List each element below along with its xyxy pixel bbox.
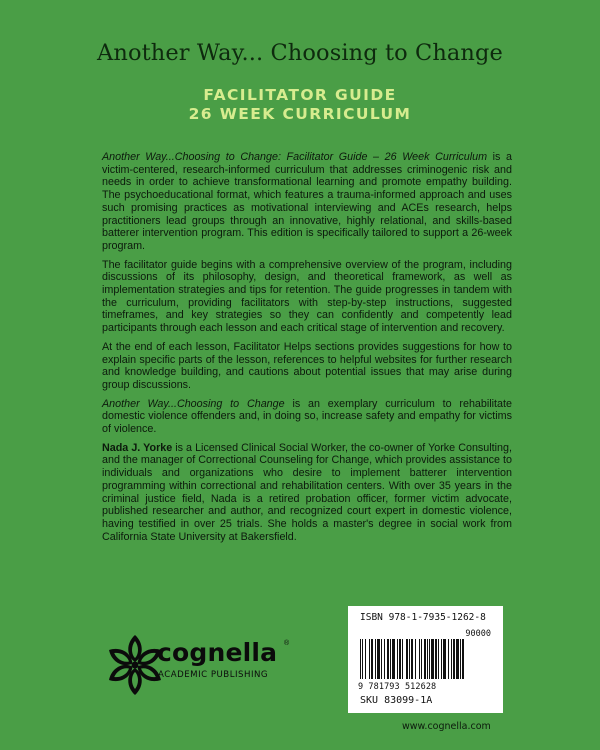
ean-digits: 9 781793 512628 xyxy=(358,682,437,692)
subtitle-line-1: FACILITATOR GUIDE xyxy=(203,86,397,104)
description-paragraph-1: Another Way...Choosing to Change: Facilitator Guide – 26 Week Curriculum is a victim-centered, research-informed curriculum that addresses criminogenic risk and needs in order to achieve transformational learning and promote empathy building. The psychoeducational format, which features a trauma-informed approach and uses such promising practices as motivational interviewing and ACEs research, helps practitioners lead groups through an innovative, highly relational, and skills-based batterer intervention program. This edition is specifically tailored to support a 26-week program. xyxy=(102,151,512,252)
publisher-name: cognella xyxy=(157,638,278,667)
description-text xyxy=(102,151,512,543)
book-title: Another Way... Choosing to Change xyxy=(97,40,503,66)
publisher-tagline: ACADEMIC PUBLISHING xyxy=(158,670,269,680)
barcode-icon xyxy=(360,639,491,679)
description-paragraph-2: The facilitator guide begins with a comprehensive overview of the program, including discussions of its philosophy, design, and theoretical framework, as well as implementation strategies and tips for retention. The guide progresses in tandem with the curriculum, providing facilitators with step-by-step instructions, suggested timeframes, and key strategies so they can confidently and competently lead participants through each lesson and each critical stage of intervention and recovery. xyxy=(102,258,512,335)
isbn-barcode-panel xyxy=(348,606,503,713)
isbn-number: ISBN 978-1-7935-1262-8 xyxy=(360,612,486,623)
description-paragraph-3: At the end of each lesson, Facilitator Helps sections provides suggestions for how to explain specific parts of the lesson, references to helpful websites for further research and knowledge building, and cautions about potential issues that may arise during group discussions. xyxy=(102,340,512,391)
author-bio: Nada J. Yorke is a Licensed Clinical Social Worker, the co-owner of Yorke Consulting, and the manager of Correctional Counseling for Change, which provides assistance to individuals and organizations who desire to implement batterer intervention programming within correctional and rehabilitation centers. With over 35 years in the criminal justice field, Nada is a retired probation officer, former victim advocate, published researcher and author, and recognized court expert in domestic violence, having testified in over 25 trials. She holds a master's degree in social work from California State University at Bakersfield. xyxy=(102,441,512,543)
sku-number: SKU 83099-1A xyxy=(360,695,433,706)
book-title-inline: Another Way...Choosing to Change xyxy=(102,397,285,410)
publisher-website: www.cognella.com xyxy=(402,721,491,732)
book-title-inline: Another Way...Choosing to Change: Facilitator Guide – 26 Week Curriculum xyxy=(102,151,488,163)
price-code: 90000 xyxy=(465,629,491,639)
description-paragraph-4: Another Way...Choosing to Change is an exemplary curriculum to rehabilitate domestic violence offenders and, in doing so, increase safety and empathy for victims of violence. xyxy=(102,397,512,436)
author-name: Nada J. Yorke xyxy=(102,441,173,454)
trademark-symbol: ® xyxy=(284,640,290,647)
subtitle-line-2: 26 WEEK CURRICULUM xyxy=(188,105,412,123)
